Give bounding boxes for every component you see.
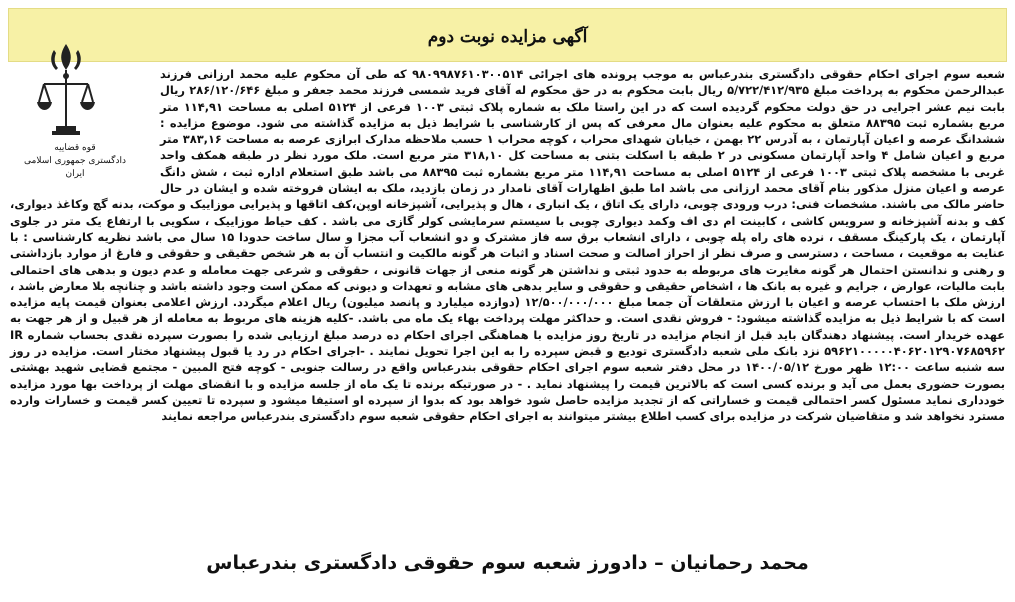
header-banner: [8, 8, 1007, 62]
announcement-body: [10, 66, 1005, 425]
signature-line: محمد رحمانیان – دادورز شعبه سوم حقوقی دادگستری بندرعباس: [206, 552, 809, 574]
announcement-text: شعبه سوم اجرای احکام حقوقی دادگستری بندرعباس به موجب پرونده های اجرائی ۹۸۰۹۹۸۷۶۱۰۳۰۰۵۱۴ که طی آن محکوم علیه محمد ارزانی فرزند عبدالرحمن محکوم به پرداخت مبلغ ۵/۷۲۲/۴۱۲/۹۳۵ ریال بابت محکوم به در حق محکوم له آقای فرید شمسی فرزند محمد جعفر و مبلغ ۲۸۶/۱۲۰/۶۴۶ ریال بابت نیم عشر اجرایی در حق دولت محکوم گردیده است که در این راستا ملک به شماره پلاک ثبتی ۱۰۰۳ فرعی از ۵۱۲۴ اصلی به مساحت ۱۱۴,۹۱ متر مربع بشماره ثبت ۸۸۳۹۵ متعلق به محکوم علیه بعنوان مال معرفی که پس از کارشناسی با شرایط ذیل به مزایده گذاشته می شود. موضوع مزایده : ششدانگ عرصه و اعیان آپارتمان ، به آدرس ۲۲ بهمن ، خیابان شهدای محراب ، کوچه محراب ۱ حسب ملاحظه مدارک ابرازی عرصه به مساحت ۳۸۳,۱۶ متر مربع و اعیان شامل ۴ واحد آپارتمان مسکونی در ۲ طبقه با اسکلت بتنی به مساحت کل ۳۱۸,۱۰ متر مربع است. ملک مورد نظر در طبقه همکف واحد غربی با مشخصه پلاک ثبتی ۱۰۰۳ فرعی از ۵۱۲۴ اصلی به مساحت ۱۱۴,۹۱ متر مربع بشماره ثبت ۸۸۳۹۵ می باشد طبق استعلام اداره ثبت ، شش دانگ عرصه و اعیان منزل مذکور بنام آقای محمد ارزانی می باشد اما طبق اظهارات آقای نامدار در زمان بازدید، ملک به ایشان فروخته شده و ایشان در حال حاضر مالک می باشند. مشخصات فنی: درب ورودی چوبی، دارای یک اتاق ، یک انباری ، هال و پذیرایی، آشپزخانه اوپن،کف اتاقها و پذیرایی موزاییک و موکت، بدنه گچ وکاغذ دیواری، کف و بدنه آشپزخانه و سرویس کاشی ، کابینت ام دی اف وکمد دیواری چوبی با سیستم سرمایشی کولر گازی می باشد . کف حیاط موزاییک ، سکویی با ارتفاع یک متر در جلوی آپارتمان ، یک پارکینگ مسقف ، نرده های راه پله چوبی ، دارای انشعاب برق سه فاز مشترک و دو انشعاب آب مجزا و سال ساخت حدودا ۱۵ سال می باشد نظریه کارشناسی : با عنایت به موقعیت ، مساحت ، دسترسی و صرف نظر از احراز اصالت و صحت اسناد و اثبات هر گونه مالکیت و انتساب آن به هر شخص حقیقی و حقوقی و فارغ از موارد بازداشتی و رهنی و ندانستن احتمال هر گونه مغایرت های مربوطه به حدود ثبتی و نداشتن هر گونه منعی از جهات قانونی ، حقوقی و شرعی جهت معامله و عدم دیون و بدهی های احتمالی بابت مالیات، عوارض ، جرایم و غیره به بانک ها ، اشخاص حقیقی و حقوقی و سایر بدهی های مشابه و تعهدات و دیونی که ممکن است وجود داشته باشد و چنانچه بلا معارض باشد ، ارزش ملک با احتساب عرصه و اعیان با ارزش متعلقات آن جمعا مبلغ ۱۲/۵۰۰/۰۰۰/۰۰۰ (دوازده میلیارد و پانصد میلیون) ریال اعلام میگردد. ارزش اعلامی بعنوان قیمت پایه مزایده است که با شرایط ذیل به مزایده گذاشته میشود: - فروش نقدی است. و حداکثر مهلت پرداخت بهاء یک ماه می باشد. -کلیه هزینه های مربوط به معامله از هر قبیل و از هر جهت به عهده خریدار است. پیشنهاد دهندگان باید قبل از انجام مزایده در تاریخ روز مزایده با هماهنگی اجرای احکام ده درصد مبلغ ارزیابی شده را بصورت سپرده نقدی بحساب شماره IR ۵۹۶۲۱۰۰۰۰۰۴۰۶۲۰۱۲۹۰۷۶۸۵۹۶۲ نزد بانک ملی شعبه دادگستری تودیع و قبض سپرده را به این اجرا تحویل نمایند . -اجرای احکام در رد یا قبول پیشنهاد مختار است. مزایده در روز سه شنبه ساعت ۱۲:۰۰ ظهر مورخ ۱۴۰۰/۰۵/۱۲ در محل دفتر شعبه سوم اجرای احکام حقوقی بندرعباس واقع در رسالت جنوبی - کوچه فتح المبین - مجتمع قضایی شهید بهشتی بصورت حضوری بعمل می آید و برنده کسی است که بالاترین قیمت را پیشنهاد نماید . - در صورتیکه برنده تا یک ماه از جلسه مزایده و با انقضای مهلت از پرداخت بها مورد مزایده خودداری نماید مسئول کسر احتمالی قیمت و خساراتی که از تجدید مزایده حاصل شود خواهد بود که بدوا از سپرده او استیفا میشود و سپرده تا تعیین کسر قیمت و خسارات وارده مسترد نخواهد شد و متقاضیان شرکت در مزایده برای کسب اطلاع بیشتر میتوانند به اجرای احکام حقوقی شعبه سوم دادگستری بندرعباس مراجعه نمایند: [10, 67, 1006, 424]
emblem-caption-line1: قوه قضاییه: [54, 143, 96, 153]
page-title: آگهی مزایده نوبت دوم: [427, 27, 588, 47]
emblem-spacer: [10, 66, 160, 194]
emblem-caption-line2: دادگستری جمهوری اسلامی ایران: [24, 156, 126, 179]
